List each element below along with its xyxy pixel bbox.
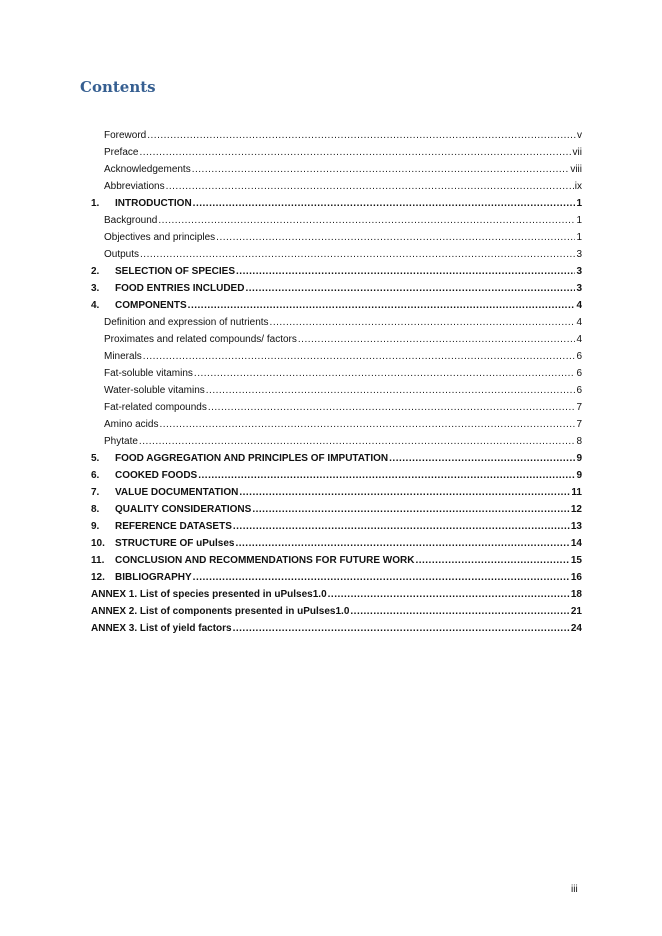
leader-dots xyxy=(245,280,575,297)
toc-entry[interactable] xyxy=(91,552,582,569)
toc-entry-page: 3 xyxy=(576,266,582,277)
leader-dots xyxy=(208,399,576,416)
toc-entry[interactable] xyxy=(91,178,582,195)
leader-dots xyxy=(158,212,575,229)
toc-entry-page: 6 xyxy=(576,368,582,379)
leader-dots xyxy=(139,433,576,450)
toc-entry-label: FOOD ENTRIES INCLUDED xyxy=(115,283,245,294)
toc-entry-number: 4. xyxy=(91,300,100,311)
toc-entry-page: 15 xyxy=(570,555,582,566)
toc-entry-page: 6 xyxy=(576,385,582,396)
toc-entry-number: 9. xyxy=(91,521,100,532)
leader-dots xyxy=(233,518,570,535)
toc-entry-label: Acknowledgements xyxy=(104,164,191,175)
toc-entry[interactable] xyxy=(91,127,582,144)
leader-dots xyxy=(193,195,576,212)
toc-entry-label: VALUE DOCUMENTATION xyxy=(115,487,239,498)
contents-heading: Contents xyxy=(80,78,156,96)
leader-dots xyxy=(198,467,575,484)
toc-entry-label: Objectives and principles xyxy=(104,232,216,243)
leader-dots xyxy=(206,382,576,399)
toc-entry-number: 10. xyxy=(91,538,105,549)
leader-dots xyxy=(166,178,574,195)
toc-entry-number: 11. xyxy=(91,555,105,566)
toc-entry-page: 12 xyxy=(570,504,582,515)
toc-entry-page: 7 xyxy=(576,402,582,413)
toc-entry-page: vii xyxy=(572,147,582,158)
toc-entry-number: 2. xyxy=(91,266,100,277)
leader-dots xyxy=(140,246,575,263)
toc-entry-label: ANNEX 1. List of species presented in uPulses1.0 xyxy=(91,589,327,600)
toc-entry-page: 4 xyxy=(576,317,582,328)
toc-entry[interactable] xyxy=(91,229,582,246)
toc-entry-label: BIBLIOGRAPHY xyxy=(115,572,192,583)
leader-dots xyxy=(252,501,570,518)
leader-dots xyxy=(350,603,569,620)
toc-entry[interactable] xyxy=(91,382,582,399)
leader-dots xyxy=(147,127,576,144)
toc-entry[interactable] xyxy=(91,331,582,348)
toc-entry-label: SELECTION OF SPECIES xyxy=(115,266,236,277)
leader-dots xyxy=(143,348,576,365)
toc-entry-page: 9 xyxy=(576,453,582,464)
toc-entry[interactable] xyxy=(91,365,582,382)
toc-entry[interactable] xyxy=(91,195,582,212)
leader-dots xyxy=(216,229,575,246)
toc-entry-label: CONCLUSION AND RECOMMENDATIONS FOR FUTURE WORK xyxy=(115,555,415,566)
leader-dots xyxy=(193,569,570,586)
toc-entry[interactable] xyxy=(91,314,582,331)
leader-dots xyxy=(235,535,569,552)
leader-dots xyxy=(328,586,570,603)
toc-entry[interactable] xyxy=(91,297,582,314)
toc-entry-label: Proximates and related compounds/ factors xyxy=(104,334,297,345)
toc-entry-label: ANNEX 3. List of yield factors xyxy=(91,623,232,634)
toc-entry-label: COMPONENTS xyxy=(115,300,187,311)
toc-entry[interactable] xyxy=(91,263,582,280)
toc-entry-number: 5. xyxy=(91,453,100,464)
leader-dots xyxy=(194,365,576,382)
page-number: iii xyxy=(571,884,578,895)
toc-entry-label: Water-soluble vitamins xyxy=(104,385,205,396)
toc-entry-page: 18 xyxy=(570,589,582,600)
toc-entry-label: Outputs xyxy=(104,249,140,260)
toc-entry-label: COOKED FOODS xyxy=(115,470,198,481)
toc-entry-page: 13 xyxy=(570,521,582,532)
toc-entry-label: Abbreviations xyxy=(104,181,165,192)
toc-entry[interactable] xyxy=(91,399,582,416)
toc-entry-page: 7 xyxy=(576,419,582,430)
leader-dots xyxy=(298,331,576,348)
toc-entry[interactable] xyxy=(91,603,582,620)
toc-entry[interactable] xyxy=(91,450,582,467)
toc-entry-page: 8 xyxy=(576,436,582,447)
toc-entry-page: 3 xyxy=(576,249,582,260)
toc-entry-label: QUALITY CONSIDERATIONS xyxy=(115,504,252,515)
leader-dots xyxy=(159,416,575,433)
toc-entry-page: 14 xyxy=(570,538,582,549)
toc-entry-label: REFERENCE DATASETS xyxy=(115,521,232,532)
toc-entry-page: 3 xyxy=(576,283,582,294)
toc-entry-label: Fat-related compounds xyxy=(104,402,207,413)
toc-entry[interactable] xyxy=(91,212,582,229)
toc-entry[interactable] xyxy=(91,246,582,263)
toc-entry-number: 6. xyxy=(91,470,100,481)
toc-entry-page: 1 xyxy=(576,215,582,226)
toc-entry-page: 4 xyxy=(576,300,582,311)
leader-dots xyxy=(233,620,570,637)
toc-entry[interactable] xyxy=(91,535,582,552)
leader-dots xyxy=(389,450,575,467)
toc-entry-number: 3. xyxy=(91,283,100,294)
leader-dots xyxy=(236,263,575,280)
leader-dots xyxy=(270,314,576,331)
toc-entry-page: 16 xyxy=(570,572,582,583)
toc-entry-page: 1 xyxy=(576,232,582,243)
toc-entry-page: v xyxy=(577,130,582,141)
leader-dots xyxy=(188,297,576,314)
toc-entry-label: Amino acids xyxy=(104,419,159,430)
toc-entry[interactable] xyxy=(91,484,582,501)
toc-entry-number: 1. xyxy=(91,198,100,209)
toc-entry[interactable] xyxy=(91,569,582,586)
toc-entry[interactable] xyxy=(91,433,582,450)
toc-entry[interactable] xyxy=(91,280,582,297)
toc-entry-page: 11 xyxy=(571,487,582,498)
leader-dots xyxy=(415,552,569,569)
toc-entry-label: Fat-soluble vitamins xyxy=(104,368,193,379)
toc-entry-label: STRUCTURE OF uPulses xyxy=(115,538,235,549)
toc-entry-page: viii xyxy=(570,164,582,175)
toc-entry-page: 9 xyxy=(576,470,582,481)
toc-entry[interactable] xyxy=(91,467,582,484)
toc-entry[interactable] xyxy=(91,501,582,518)
toc-entry-label: Preface xyxy=(104,147,139,158)
leader-dots xyxy=(239,484,570,501)
toc-entry[interactable] xyxy=(91,144,582,161)
toc-entry-label: FOOD AGGREGATION AND PRINCIPLES OF IMPUTATION xyxy=(115,453,389,464)
toc-entry[interactable] xyxy=(91,348,582,365)
toc-entry-label: Definition and expression of nutrients xyxy=(104,317,269,328)
toc-entry-label: Background xyxy=(104,215,158,226)
toc-entry-number: 7. xyxy=(91,487,100,498)
toc-entry-label: INTRODUCTION xyxy=(115,198,192,209)
toc-entry-page: 24 xyxy=(570,623,582,634)
toc-entry[interactable] xyxy=(91,620,582,637)
toc-entry-number: 8. xyxy=(91,504,100,515)
toc-entry-page: 6 xyxy=(576,351,582,362)
toc-entry-label: Phytate xyxy=(104,436,138,447)
toc-entry-number: 12. xyxy=(91,572,105,583)
leader-dots xyxy=(139,144,571,161)
toc-entry-page: ix xyxy=(574,181,582,192)
leader-dots xyxy=(192,161,570,178)
toc-entry-page: 1 xyxy=(576,198,582,209)
toc-entry-label: Foreword xyxy=(104,130,147,141)
toc-entry[interactable] xyxy=(91,586,582,603)
toc-entry-label: Minerals xyxy=(104,351,142,362)
toc-entry-label: ANNEX 2. List of components presented in uPulses1.0 xyxy=(91,606,350,617)
table-of-contents xyxy=(91,127,582,637)
toc-entry-page: 21 xyxy=(570,606,582,617)
toc-entry-page: 4 xyxy=(576,334,582,345)
toc-entry[interactable] xyxy=(91,518,582,535)
toc-entry[interactable] xyxy=(91,161,582,178)
toc-entry[interactable] xyxy=(91,416,582,433)
